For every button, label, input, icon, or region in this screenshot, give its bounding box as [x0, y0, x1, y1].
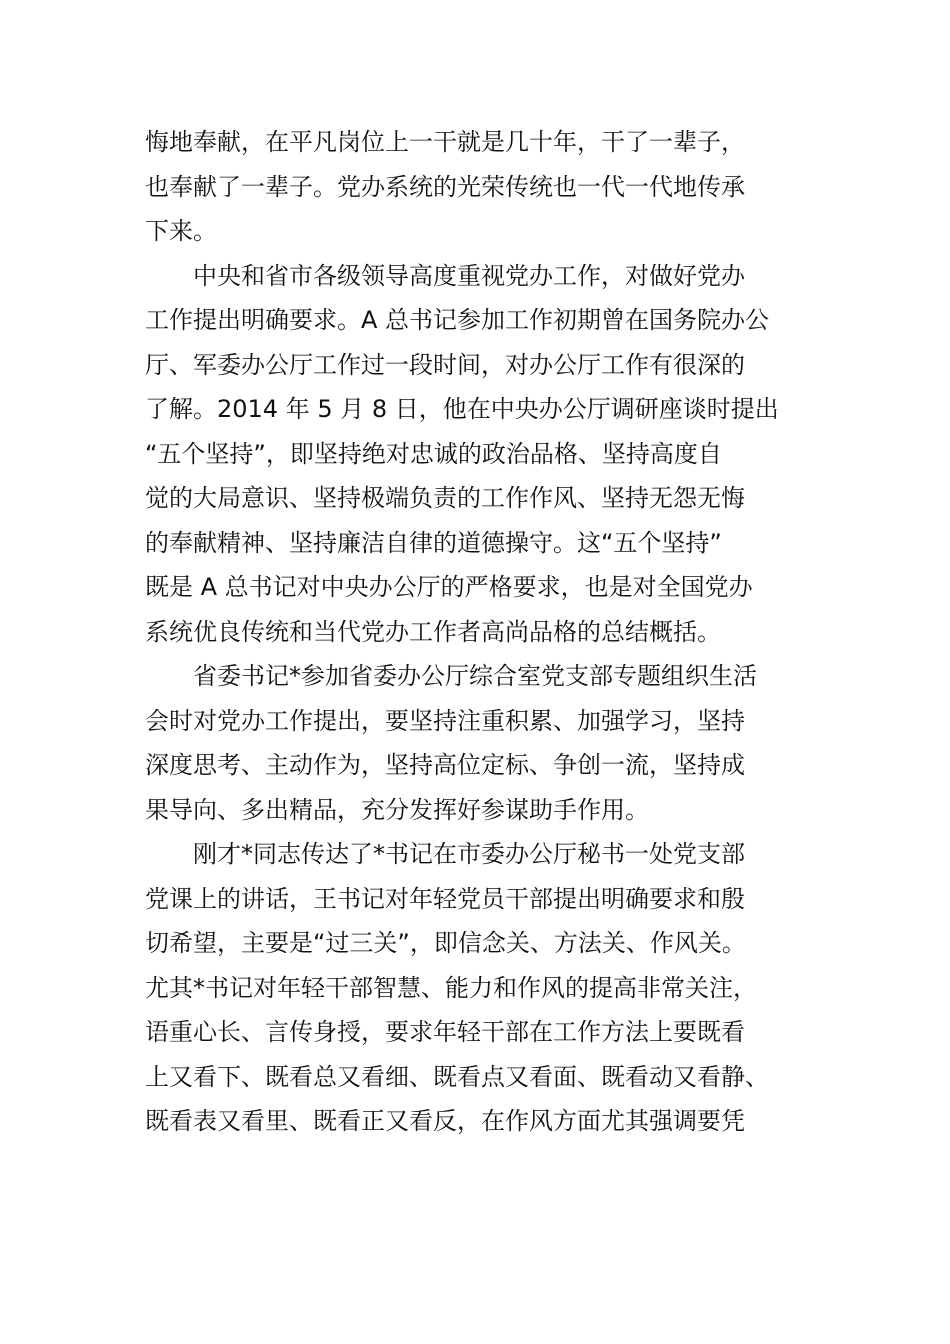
text-line: 也奉献了一辈子。党办系统的光荣传统也一代一代地传承	[145, 172, 745, 201]
document-body	[145, 120, 813, 1144]
text-line: 切希望，主要是“过三关”，即信念关、方法关、作风关。	[145, 929, 746, 957]
text-line: 中央和省市各级领导高度重视党办工作，对做好党办	[193, 261, 745, 290]
text-line: 刚才*同志传达了*书记在市委办公厅秘书一处党支部	[193, 840, 745, 868]
text-line: 深度思考、主动作为，坚持高位定标、争创一流，坚持成	[145, 751, 745, 779]
text-line: 语重心长、言传身授，要求年轻干部在工作方法上要既看	[145, 1018, 745, 1046]
text-line: 上又看下、既看总又看细、既看点又看面、既看动又看静、	[145, 1062, 769, 1091]
text-line: 尤其*书记对年轻干部智慧、能力和作风的提高非常关注，	[145, 973, 757, 1002]
text-line: 既是 A 总书记对中央办公厅的严格要求，也是对全国党办	[145, 573, 753, 601]
text-line: 的奉献精神、坚持廉洁自律的道德操守。这“五个坚持”	[145, 528, 722, 557]
text-line: 果导向、多出精品，充分发挥好参谋助手作用。	[145, 795, 649, 824]
text-line: 系统优良传统和当代党办工作者高尚品格的总结概括。	[145, 617, 721, 646]
text-line: 会时对党办工作提出，要坚持注重积累、加强学习，坚持	[145, 706, 745, 735]
text-line: 觉的大局意识、坚持极端负责的工作作风、坚持无怨无悔	[145, 484, 745, 512]
text-line: 党课上的讲话，王书记对年轻党员干部提出明确要求和殷	[145, 884, 745, 913]
text-line: 悔地奉献，在平凡岗位上一干就是几十年，干了一辈子，	[145, 128, 745, 156]
text-line: 了解。2014 年 5 月 8 日，他在中央办公厅调研座谈时提出	[145, 395, 779, 423]
text-line: “五个坚持”，即坚持绝对忠诚的政治品格、坚持高度自	[145, 439, 722, 468]
text-line: 工作提出明确要求。A 总书记参加工作初期曾在国务院办公	[145, 306, 770, 334]
text-line: 下来。	[145, 217, 217, 245]
text-line: 既看表又看里、既看正又看反，在作风方面尤其强调要凭	[145, 1107, 745, 1135]
text-line: 厅、军委办公厅工作过一段时间，对办公厅工作有很深的	[145, 350, 745, 379]
text-line: 省委书记*参加省委办公厅综合室党支部专题组织生活	[193, 662, 757, 690]
